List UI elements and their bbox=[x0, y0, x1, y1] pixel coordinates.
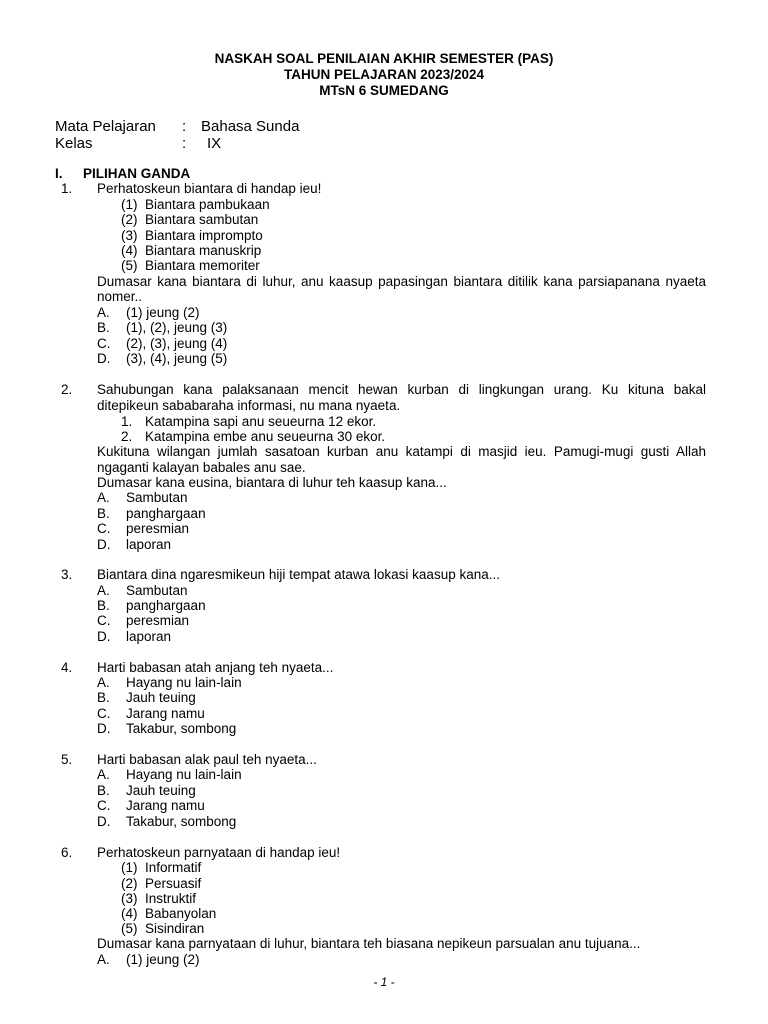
subject-colon: : bbox=[182, 118, 187, 135]
list-item-number: (5) bbox=[121, 258, 138, 273]
question-text-line: Sahubungan kana palaksanaan mencit hewan kurban di lingkungan urang. Ku kituna bakal bbox=[97, 382, 706, 397]
option-text: Jauh teuing bbox=[126, 690, 196, 705]
class-label: Kelas bbox=[55, 135, 93, 152]
question-prompt: Dumasar kana parnyataan di luhur, biantara teh biasana nepikeun parsualan anu tujuana... bbox=[97, 936, 641, 951]
question-number: 5. bbox=[61, 752, 73, 767]
option-text: Jauh teuing bbox=[126, 783, 196, 798]
header-year: TAHUN PELAJARAN 2023/2024 bbox=[283, 67, 485, 82]
list-item-text: Persuasif bbox=[145, 876, 202, 891]
question-number: 3. bbox=[61, 567, 73, 582]
list-item-number: (2) bbox=[121, 212, 138, 227]
option-text: Takabur, sombong bbox=[126, 721, 237, 736]
option-letter: B. bbox=[97, 320, 110, 335]
question-text: Harti babasan alak paul teh nyaeta... bbox=[97, 752, 317, 767]
list-item-text: Biantara sambutan bbox=[145, 212, 259, 227]
list-item-number: (1) bbox=[121, 197, 138, 212]
list-item-number: (4) bbox=[121, 243, 138, 258]
option-text: Hayang nu lain-lain bbox=[126, 675, 242, 690]
option-text: (1) jeung (2) bbox=[126, 305, 200, 320]
option-letter: A. bbox=[97, 583, 110, 598]
option-text: peresmian bbox=[126, 521, 190, 536]
list-item-text: Informatif bbox=[145, 860, 202, 875]
list-item-text: Sisindiran bbox=[145, 921, 205, 936]
option-letter: D. bbox=[97, 537, 111, 552]
question-paragraph-line: Kukituna wilangan jumlah sasatoan kurban anu katampi di masjid ieu. Pamugi-mugi gusti Allah bbox=[97, 444, 706, 459]
question-text: Biantara dina ngaresmikeun hiji tempat atawa lokasi kaasup kana... bbox=[97, 567, 500, 582]
section-number: I. bbox=[55, 166, 63, 181]
class-value: IX bbox=[207, 135, 222, 152]
list-item-text: Biantara memoriter bbox=[145, 258, 260, 273]
question-text: Perhatoskeun biantara di handap ieu! bbox=[97, 181, 322, 196]
option-text: (1), (2), jeung (3) bbox=[126, 320, 228, 335]
option-text: (1) jeung (2) bbox=[126, 952, 200, 967]
option-letter: D. bbox=[97, 629, 111, 644]
list-item-number: 1. bbox=[121, 414, 133, 429]
option-letter: B. bbox=[97, 506, 110, 521]
option-letter: A. bbox=[97, 490, 110, 505]
option-text: Jarang namu bbox=[126, 798, 205, 813]
option-letter: C. bbox=[97, 706, 111, 721]
option-text: (2), (3), jeung (4) bbox=[126, 336, 228, 351]
option-letter: A. bbox=[97, 675, 110, 690]
list-item-number: (4) bbox=[121, 906, 138, 921]
header-school: MTsN 6 SUMEDANG bbox=[319, 83, 449, 98]
list-item-number: (2) bbox=[121, 876, 138, 891]
option-letter: A. bbox=[97, 952, 110, 967]
question-paragraph-line: ngaganti kalayan babales anu sae. bbox=[97, 460, 306, 475]
question-number: 6. bbox=[61, 845, 73, 860]
option-text: Sambutan bbox=[126, 583, 188, 598]
list-item-text: Katampina sapi anu seueurna 12 ekor. bbox=[145, 414, 377, 429]
subject-label: Mata Pelajaran bbox=[55, 118, 156, 135]
list-item-number: (3) bbox=[121, 228, 138, 243]
list-item-number: (3) bbox=[121, 891, 138, 906]
option-letter: A. bbox=[97, 305, 110, 320]
option-text: peresmian bbox=[126, 613, 190, 628]
option-text: Jarang namu bbox=[126, 706, 205, 721]
list-item-text: Biantara pambukaan bbox=[145, 197, 270, 212]
option-letter: B. bbox=[97, 690, 110, 705]
question-text-line: ditepikeun sababaraha informasi, nu mana nyaeta. bbox=[97, 398, 401, 413]
class-colon: : bbox=[182, 135, 187, 152]
question-number: 4. bbox=[61, 660, 73, 675]
list-item-number: 2. bbox=[121, 429, 133, 444]
question-number: 1. bbox=[61, 181, 73, 196]
question-prompt-line: nomer.. bbox=[97, 289, 143, 304]
option-letter: B. bbox=[97, 598, 110, 613]
question-text: Harti babasan atah anjang teh nyaeta... bbox=[97, 660, 334, 675]
option-text: (3), (4), jeung (5) bbox=[126, 351, 228, 366]
option-text: panghargaan bbox=[126, 506, 206, 521]
option-letter: B. bbox=[97, 783, 110, 798]
question-prompt-line: Dumasar kana biantara di luhur, anu kaasup papasingan biantara ditilik kana parsiapanana nyaeta bbox=[97, 274, 706, 289]
question-number: 2. bbox=[61, 382, 73, 397]
document-header bbox=[0, 51, 768, 99]
page-number: - 1 - bbox=[373, 975, 395, 989]
list-item-text: Babanyolan bbox=[145, 906, 217, 921]
list-item-text: Biantara manuskrip bbox=[145, 243, 262, 258]
question-prompt: Dumasar kana eusina, biantara di luhur teh kaasup kana... bbox=[97, 475, 447, 490]
option-letter: D. bbox=[97, 721, 111, 736]
subject-value: Bahasa Sunda bbox=[201, 118, 300, 135]
option-text: laporan bbox=[126, 537, 172, 552]
list-item-text: Biantara imprompto bbox=[145, 228, 263, 243]
option-letter: A. bbox=[97, 767, 110, 782]
option-letter: D. bbox=[97, 351, 111, 366]
option-letter: C. bbox=[97, 798, 111, 813]
option-letter: C. bbox=[97, 613, 111, 628]
section-title: PILIHAN GANDA bbox=[83, 166, 191, 181]
option-text: panghargaan bbox=[126, 598, 206, 613]
list-item-text: Instruktif bbox=[145, 891, 197, 906]
list-item-number: (1) bbox=[121, 860, 138, 875]
option-text: Hayang nu lain-lain bbox=[126, 767, 242, 782]
question-text: Perhatoskeun parnyataan di handap ieu! bbox=[97, 845, 341, 860]
option-text: Takabur, sombong bbox=[126, 814, 237, 829]
option-letter: C. bbox=[97, 521, 111, 536]
option-text: Sambutan bbox=[126, 490, 188, 505]
list-item-text: Katampina embe anu seueurna 30 ekor. bbox=[145, 429, 386, 444]
option-letter: C. bbox=[97, 336, 111, 351]
header-title: NASKAH SOAL PENILAIAN AKHIR SEMESTER (PAS) bbox=[214, 51, 554, 66]
option-text: laporan bbox=[126, 629, 172, 644]
option-letter: D. bbox=[97, 814, 111, 829]
list-item-number: (5) bbox=[121, 921, 138, 936]
